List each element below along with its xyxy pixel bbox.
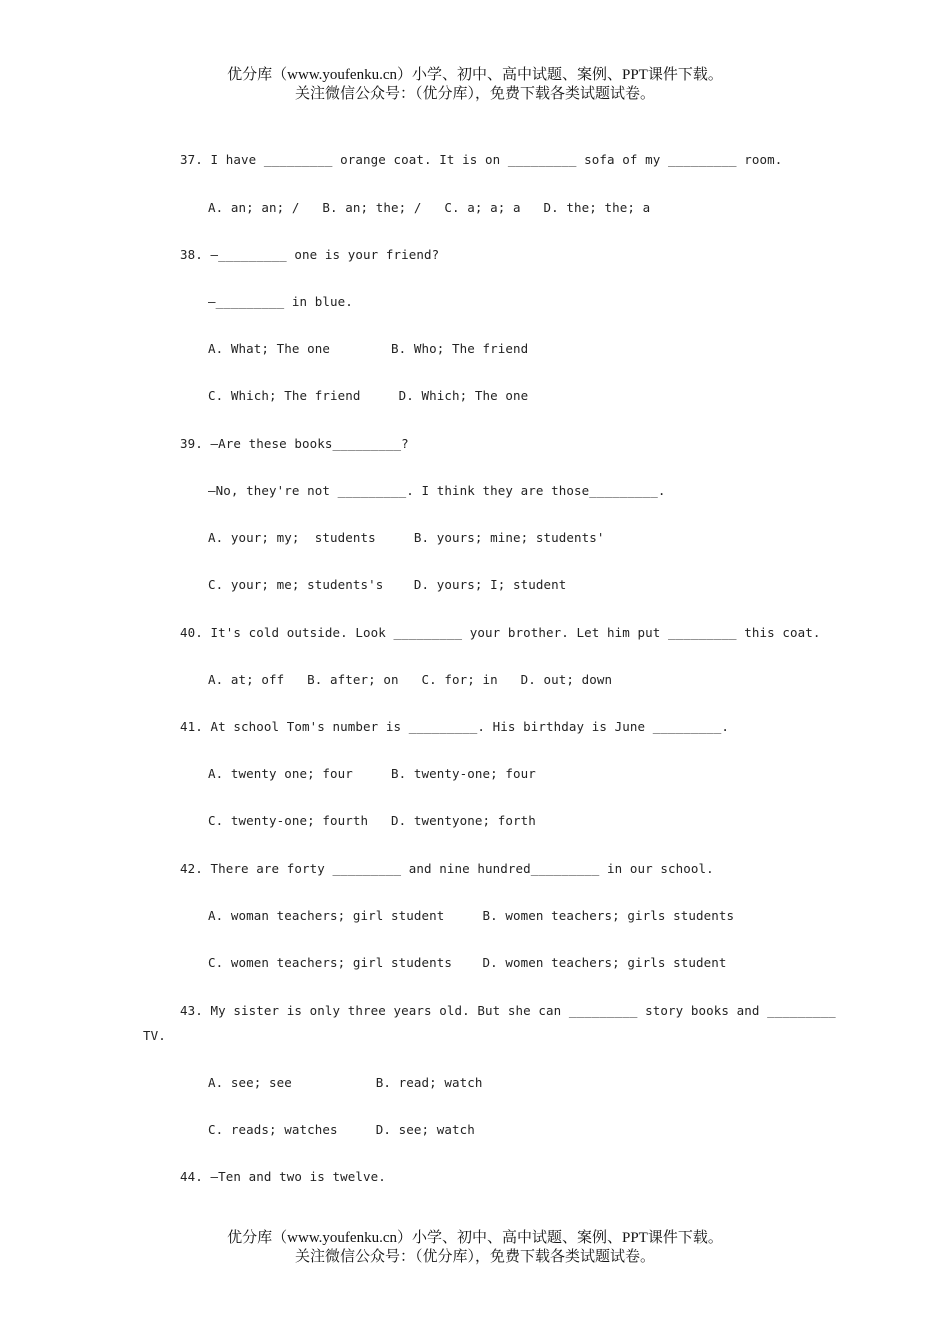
question-40-options: A. at; off B. after; on C. for; in D. out; down: [208, 672, 613, 687]
question-44: 44. —Ten and two is twelve.: [180, 1169, 386, 1184]
question-42-options-cd: C. women teachers; girl students D. women teachers; girls student: [208, 955, 727, 970]
header-banner: [0, 66, 950, 104]
question-42: 42. There are forty _________ and nine hundred_________ in our school.: [180, 861, 714, 876]
question-38-options-ab: A. What; The one B. Who; The friend: [208, 341, 529, 356]
question-43-continuation: TV.: [143, 1028, 166, 1043]
question-43: 43. My sister is only three years old. But she can _________ story books and _________: [180, 1003, 836, 1018]
question-38: 38. —_________ one is your friend?: [180, 247, 440, 262]
header-line-1: 优分库（www.youfenku.cn）小学、初中、高中试题、案例、PPT课件下载。: [227, 67, 723, 83]
footer-line-2: 关注微信公众号：（优分库），免费下载各类试题试卷。: [294, 1249, 655, 1265]
question-40: 40. It's cold outside. Look _________ your brother. Let him put _________ this coat.: [180, 625, 821, 640]
question-39-options-cd: C. your; me; students's D. yours; I; student: [208, 577, 567, 592]
question-38-options-cd: C. Which; The friend D. Which; The one: [208, 388, 529, 403]
question-43-options-cd: C. reads; watches D. see; watch: [208, 1122, 475, 1137]
question-39-options-ab: A. your; my; students B. yours; mine; students': [208, 530, 605, 545]
header-line-2: 关注微信公众号：（优分库），免费下载各类试题试卷。: [294, 86, 655, 102]
footer-banner: [0, 1229, 950, 1267]
footer-line-1: 优分库（www.youfenku.cn）小学、初中、高中试题、案例、PPT课件下载。: [227, 1230, 723, 1246]
question-38-reply: —_________ in blue.: [208, 294, 353, 309]
question-41-options-cd: C. twenty-one; fourth D. twentyone; forth: [208, 813, 536, 828]
question-43-options-ab: A. see; see B. read; watch: [208, 1075, 483, 1090]
question-37-options: A. an; an; / B. an; the; / C. a; a; a D. the; the; a: [208, 200, 651, 215]
question-39: 39. —Are these books_________?: [180, 436, 409, 451]
question-39-reply: —No, they're not _________. I think they are those_________.: [208, 483, 666, 498]
question-41-options-ab: A. twenty one; four B. twenty-one; four: [208, 766, 536, 781]
question-42-options-ab: A. woman teachers; girl student B. women teachers; girls students: [208, 908, 735, 923]
question-41: 41. At school Tom's number is _________. His birthday is June _________.: [180, 719, 730, 734]
question-37: 37. I have _________ orange coat. It is on _________ sofa of my _________ room.: [180, 152, 783, 167]
